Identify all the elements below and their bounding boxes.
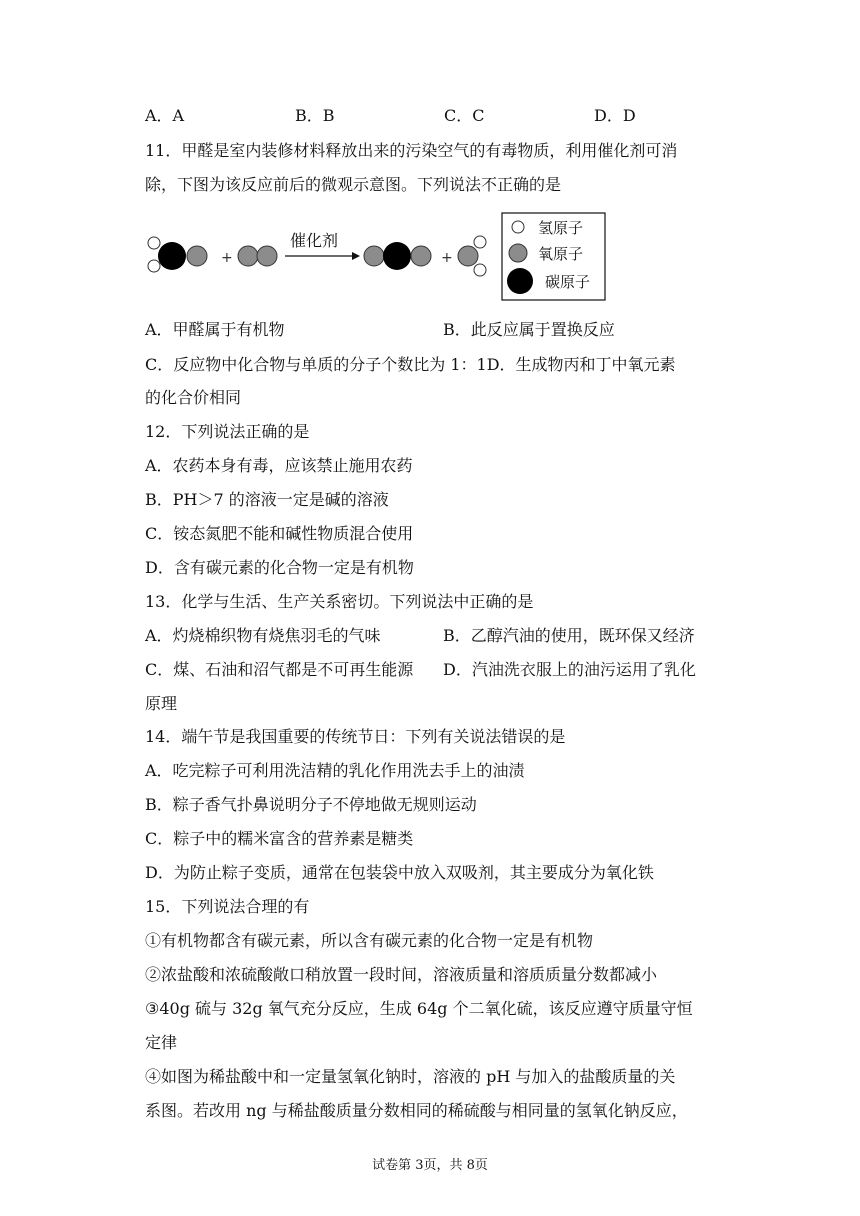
q13-option-a: A．灼烧棉织物有烧焦羽毛的气味 bbox=[145, 626, 381, 645]
plus-sign-1: + bbox=[221, 250, 233, 266]
q11-option-a: A．甲醛属于有机物 bbox=[145, 320, 285, 339]
q12-option-a: A．农药本身有毒，应该禁止施用农药 bbox=[145, 456, 413, 475]
oxygen-atom bbox=[257, 246, 277, 266]
q11-option-cd-line1: C．反应物中化合物与单质的分子个数比为 1：1D．生成物丙和丁中氧元素 bbox=[145, 355, 676, 374]
oxygen-molecule bbox=[238, 246, 277, 266]
q14-option-c: C．粽子中的糯米富含的营养素是糖类 bbox=[145, 829, 414, 848]
q14-option-b: B．粽子香气扑鼻说明分子不停地做无规则运动 bbox=[145, 795, 477, 814]
q15-item-3-line2: 定律 bbox=[145, 1033, 178, 1052]
q14-option-d: D．为防止粽子变质，通常在包装袋中放入双吸剂，其主要成分为氧化铁 bbox=[145, 863, 654, 882]
q15-stem: 15．下列说法合理的有 bbox=[145, 897, 310, 916]
plus-sign-2: + bbox=[441, 250, 453, 266]
legend-carbon-swatch bbox=[507, 268, 533, 294]
legend-carbon-label: 碳原子 bbox=[545, 273, 591, 291]
legend-oxygen-label: 氧原子 bbox=[538, 245, 584, 263]
q13-option-d-line2: 原理 bbox=[145, 694, 178, 713]
q10-option-b: B．B bbox=[295, 106, 335, 125]
q11-stem-line2: 除，下图为该反应前后的微观示意图。下列说法不正确的是 bbox=[145, 175, 562, 194]
q12-option-b: B．PH＞7 的溶液一定是碱的溶液 bbox=[145, 490, 389, 509]
q12-option-c: C．铵态氮肥不能和碱性物质混合使用 bbox=[145, 524, 414, 543]
carbon-atom bbox=[158, 242, 186, 270]
legend-hydrogen-swatch bbox=[512, 221, 524, 233]
oxygen-atom bbox=[187, 246, 207, 266]
q14-option-a: A．吃完粽子可利用洗洁精的乳化作用洗去手上的油渍 bbox=[145, 761, 525, 780]
q14-stem: 14．端午节是我国重要的传统节日：下列有关说法错误的是 bbox=[145, 727, 566, 746]
carbon-dioxide-molecule bbox=[364, 242, 431, 270]
hydrogen-atom bbox=[474, 264, 486, 276]
formaldehyde-molecule bbox=[148, 237, 207, 272]
q12-stem: 12．下列说法正确的是 bbox=[145, 422, 310, 441]
q11-stem-line1: 11．甲醛是室内装修材料释放出来的污染空气的有毒物质，利用催化剂可消 bbox=[145, 141, 678, 160]
q15-item-4-line2: 系图。若改用 ng 与稀盐酸质量分数相同的稀硫酸与相同量的氢氧化钠反应， bbox=[145, 1101, 688, 1120]
carbon-atom bbox=[383, 242, 411, 270]
q13-option-c: C．煤、石油和沼气都是不可再生能源 bbox=[145, 660, 414, 679]
q10-option-c: C．C bbox=[444, 106, 485, 125]
oxygen-atom bbox=[411, 246, 431, 266]
q13-stem: 13．化学与生活、生产关系密切。下列说法中正确的是 bbox=[145, 592, 534, 611]
q15-item-2: ②浓盐酸和浓硫酸敞口稍放置一段时间，溶液质量和溶质质量分数都减小 bbox=[145, 965, 658, 984]
q15-item-1: ①有机物都含有碳元素，所以含有碳元素的化合物一定是有机物 bbox=[145, 931, 594, 950]
q11-option-b: B．此反应属于置换反应 bbox=[443, 320, 615, 339]
catalyst-label: 催化剂 bbox=[290, 231, 339, 250]
page-footer: 试卷第 3页，共 8页 bbox=[372, 1158, 488, 1173]
oxygen-atom bbox=[458, 246, 478, 266]
hydrogen-atom bbox=[148, 237, 160, 249]
hydrogen-atom bbox=[474, 236, 486, 248]
atom-legend bbox=[502, 213, 605, 300]
hydrogen-atom bbox=[148, 260, 160, 272]
oxygen-atom bbox=[238, 246, 258, 266]
q13-option-d-line1: D．汽油洗衣服上的油污运用了乳化 bbox=[443, 660, 696, 679]
q10-option-a: A．A bbox=[145, 106, 185, 125]
arrow-head bbox=[352, 252, 360, 260]
q15-item-3-line1: ③40g 硫与 32g 氧气充分反应，生成 64g 个二氧化硫，该反应遵守质量守恒 bbox=[145, 999, 693, 1018]
q15-item-4-line1: ④如图为稀盐酸中和一定量氢氧化钠时，溶液的 pH 与加入的盐酸质量的关 bbox=[145, 1067, 676, 1086]
reaction-diagram bbox=[140, 210, 610, 302]
water-molecule bbox=[458, 236, 486, 276]
legend-hydrogen-label: 氢原子 bbox=[538, 219, 584, 237]
q13-option-b: B．乙醇汽油的使用，既环保又经济 bbox=[443, 626, 695, 645]
q12-option-d: D．含有碳元素的化合物一定是有机物 bbox=[145, 558, 414, 577]
q11-option-cd-line2: 的化合价相同 bbox=[145, 388, 242, 407]
legend-oxygen-swatch bbox=[509, 244, 527, 262]
oxygen-atom bbox=[364, 246, 384, 266]
q10-option-d: D．D bbox=[594, 106, 636, 125]
